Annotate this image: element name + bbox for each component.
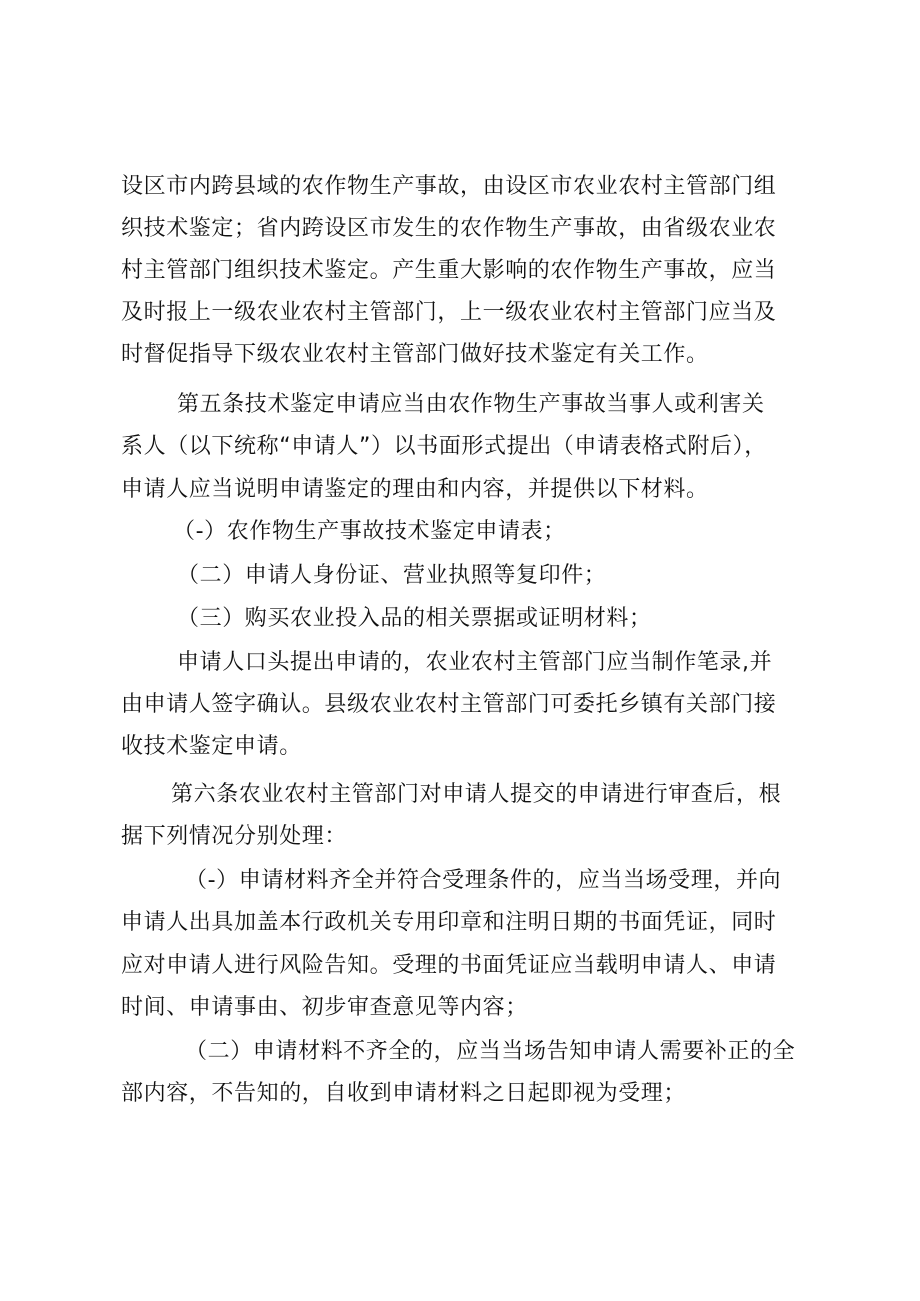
text-line-17: （-）申请材料齐全并符合受理条件的，应当当场受理，并向 — [185, 868, 782, 893]
text-line-21: （二）申请材料不齐全的，应当当场告知申请人需要补正的全 — [185, 1039, 796, 1064]
text-line-22: 部内容，不告知的，自收到申请材料之日起即视为受理； — [121, 1081, 687, 1106]
text-line-13: 由申请人签字确认。县级农业农村主管部门可委托乡镇有关部门接 — [121, 692, 777, 717]
text-line-16: 据下列情况分别处理： — [121, 824, 348, 849]
text-line-9: （-）农作物生产事故技术鉴定申请表； — [173, 519, 566, 544]
text-line-10: （二）申请人身份证、营业执照等复印件； — [177, 563, 607, 588]
text-line-18: 申请人出具加盖本行政机关专用印章和注明日期的书面凭证，同时 — [121, 910, 777, 935]
text-line-19: 应对申请人进行风险告知。受理的书面凭证应当载明申请人、申请 — [121, 953, 777, 978]
text-line-2: 织技术鉴定；省内跨设区市发生的农作物生产事故，由省级农业农 — [121, 216, 777, 241]
text-line-5: 时督促指导下级农业农村主管部门做好技术鉴定有关工作。 — [121, 342, 709, 367]
text-line-4: 及时报上一级农业农村主管部门，上一级农业农村主管部门应当及 — [121, 300, 777, 325]
text-line-15: 第六条农业农村主管部门对申请人提交的申请进行审查后，根 — [171, 782, 782, 807]
text-line-20: 时间、申请事由、初步审查意见等内容； — [121, 995, 528, 1020]
text-line-6: 第五条技术鉴定申请应当由农作物生产事故当事人或利害关 — [177, 392, 765, 417]
text-line-7: 系人（以下统称“申请人”）以书面形式提出（申请表格式附后）， — [121, 434, 767, 459]
text-line-8: 申请人应当说明申请鉴定的理由和内容，并提供以下材料。 — [121, 477, 709, 502]
text-line-1: 设区市内跨县域的农作物生产事故，由设区市农业农村主管部门组 — [121, 174, 777, 199]
text-line-14: 收技术鉴定申请。 — [121, 734, 302, 759]
text-line-11: （三）购买农业投入品的相关票据或证明材料； — [177, 606, 652, 631]
text-line-12: 申请人口头提出申请的，农业农村主管部门应当制作笔录,并 — [177, 650, 773, 675]
text-line-3: 村主管部门组织技术鉴定。产生重大影响的农作物生产事故，应当 — [121, 258, 777, 283]
